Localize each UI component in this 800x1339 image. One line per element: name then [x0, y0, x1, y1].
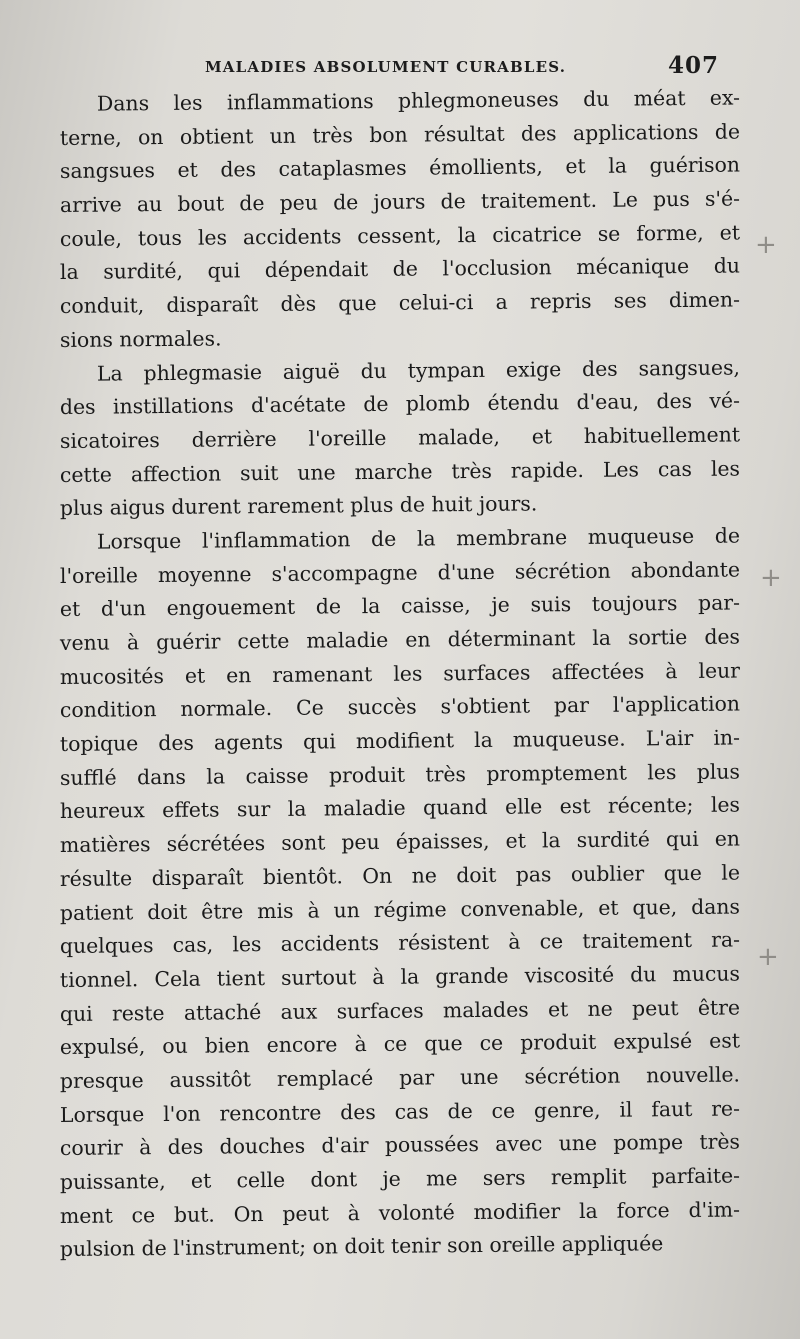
text-line: conduit, disparaît dès que celui-ci a repris ses dimen-: [59, 287, 741, 319]
text-line: courir à des douches d'air poussées avec une pompe très: [59, 1129, 741, 1161]
text-line: mucosités et en ramenant les surfaces affectées à leur: [59, 658, 741, 689]
text-line: presque aussitôt remplacé par une sécrétion nouvelle.: [59, 1062, 741, 1093]
text-line: qui reste attaché aux surfaces malades et ne peut être: [59, 995, 741, 1026]
text-line: quelques cas, les accidents résistent à ce traitement ra-: [59, 927, 741, 959]
text-line: et d'un engouement de la caisse, je suis toujours par-: [59, 590, 741, 622]
paragraph: [59, 354, 741, 526]
text-line: Lorsque l'on rencontre des cas de ce genre, il faut re-: [59, 1096, 741, 1127]
text-line: pulsion de l'instrument; on doit tenir son oreille appliquée: [59, 1231, 664, 1262]
text-line: arrive au bout de peu de jours de traitement. Le pus s'é-: [59, 186, 741, 218]
text-line: La phlegmasie aiguë du tympan exige des sangsues,: [96, 354, 741, 386]
text-line: matières sécrétées sont peu épaisses, et la surdité qui en: [59, 826, 741, 858]
text-line: venu à guérir cette maladie en déterminant la sortie des: [59, 624, 741, 655]
text-line: sufflé dans la caisse produit très promptement les plus: [59, 759, 741, 790]
margin-mark: +: [760, 563, 782, 593]
text-line: patient doit être mis à un régime convenable, et que, dans: [59, 893, 741, 925]
text-line: coule, tous les accidents cessent, la cicatrice se forme, et: [59, 220, 741, 251]
running-head: [205, 52, 725, 82]
text-line: tionnel. Cela tient surtout à la grande viscosité du mucus: [59, 961, 741, 992]
text-line: topique des agents qui modifient la muqueuse. L'air in-: [59, 725, 741, 757]
running-title: MALADIES ABSOLUMENT CURABLES.: [205, 58, 567, 76]
text-line: ment ce but. On peut à volonté modifier la force d'im-: [59, 1197, 741, 1228]
text-line: condition normale. Ce succès s'obtient par l'application: [59, 691, 741, 723]
text-line: sicatoires derrière l'oreille malade, et habituellement: [59, 422, 741, 453]
paragraph: [59, 523, 741, 1267]
text-line: plus aigus durent rarement plus de huit jours.: [59, 491, 538, 521]
text-line: expulsé, ou bien encore à ce que ce produit expulsé est: [59, 1028, 741, 1060]
text-line: heureux effets sur la maladie quand elle est récente; les: [59, 792, 741, 824]
text-line: Dans les inflammations phlegmoneuses du méat ex-: [96, 85, 741, 116]
text-line: l'oreille moyenne s'accompagne d'une sécrétion abondante: [59, 557, 741, 588]
text-line: terne, on obtient un très bon résultat des applications de: [59, 119, 741, 150]
text-line: sions normales.: [59, 326, 222, 352]
paragraph: [59, 85, 741, 358]
margin-mark: +: [757, 942, 779, 972]
text-line: des instillations d'acétate de plomb étendu d'eau, des vé-: [59, 388, 741, 420]
body-text: [59, 85, 741, 1267]
text-line: Lorsque l'inflammation de la membrane muqueuse de: [96, 523, 741, 554]
text-line: résulte disparaît bientôt. On ne doit pas oublier que le: [59, 860, 741, 891]
text-line: puissante, et celle dont je me sers remplit parfaite-: [59, 1163, 741, 1194]
text-line: la surdité, qui dépendait de l'occlusion mécanique du: [59, 253, 741, 285]
text-line: sangsues et des cataplasmes émollients, et la guérison: [59, 152, 741, 184]
text-line: cette affection suit une marche très rapide. Les cas les: [59, 456, 741, 487]
margin-mark: +: [755, 230, 777, 260]
page-number: 407: [667, 52, 719, 79]
